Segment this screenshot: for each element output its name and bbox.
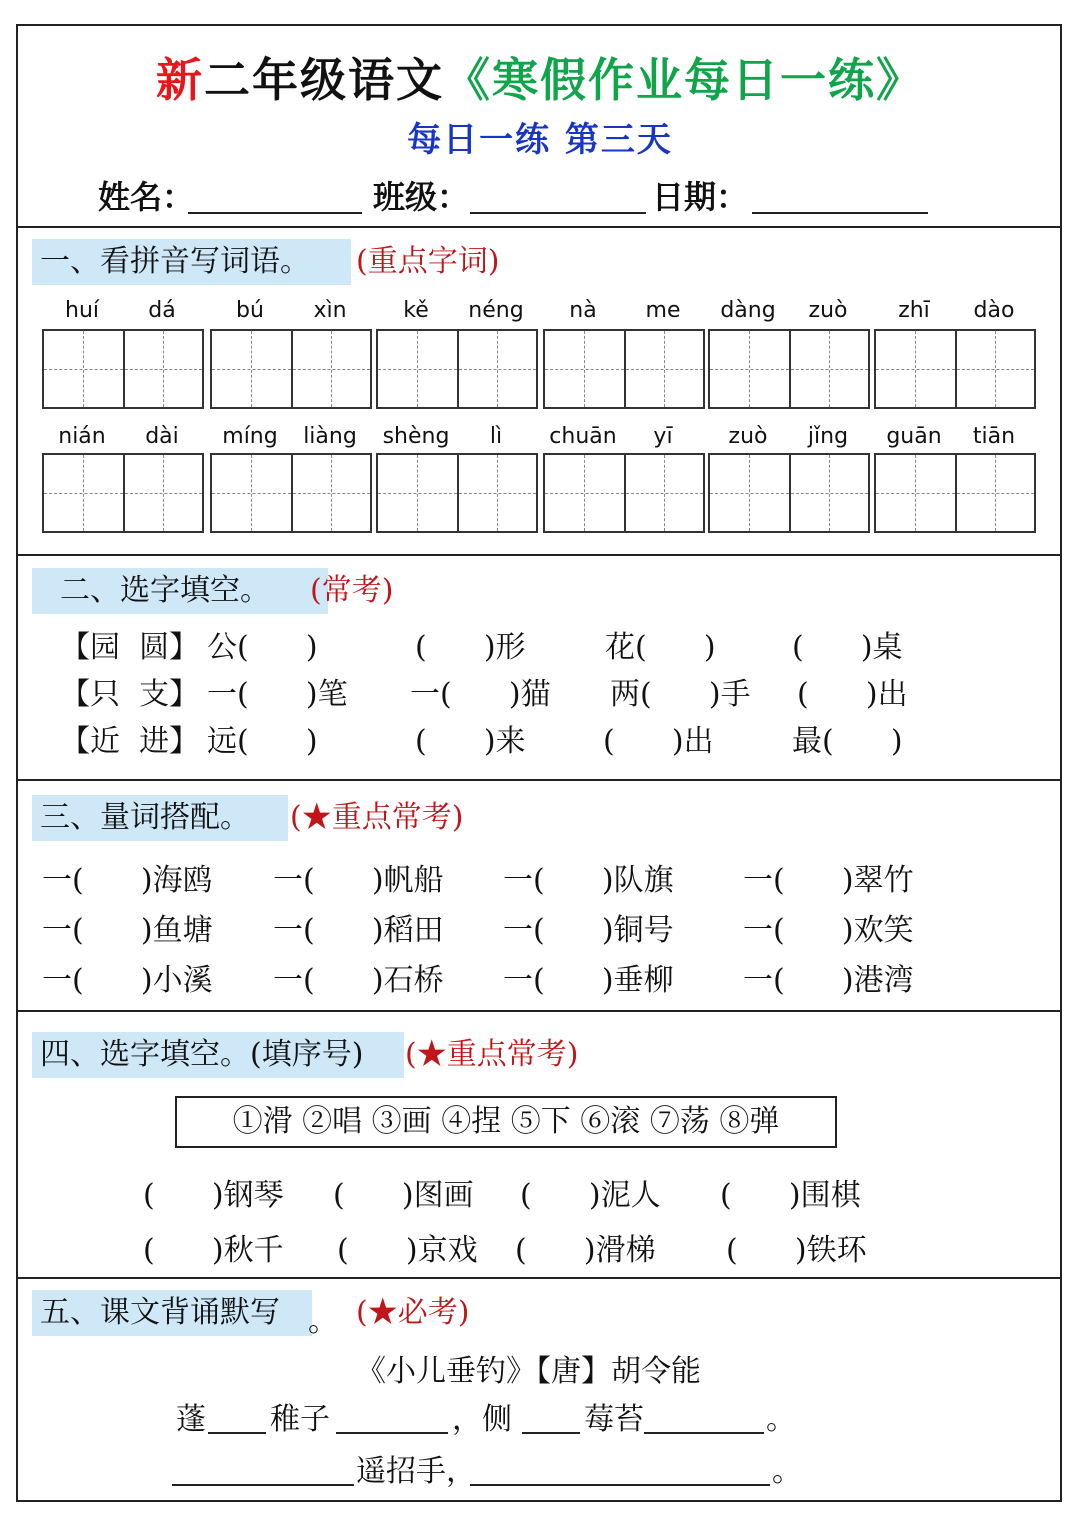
tianzige-grid	[376, 453, 538, 533]
date-label: 日期：	[652, 178, 749, 216]
section5-period: 。	[308, 1304, 338, 1339]
tianzige-grid	[42, 453, 204, 533]
writing-cell[interactable]	[876, 455, 955, 531]
poem-blank[interactable]	[644, 1432, 764, 1434]
tianzige-grid	[543, 453, 705, 533]
pinyin-label: zhī	[898, 298, 930, 323]
poem-blank[interactable]	[470, 1484, 770, 1486]
pinyin-label: zuò	[728, 424, 768, 449]
tianzige-grid	[874, 329, 1036, 409]
class-field[interactable]	[470, 212, 646, 214]
section2-tag: (常考)	[310, 573, 394, 608]
section1-title: 一、看拼音写词语。	[32, 239, 351, 285]
poem-title: 《小儿垂钓》【唐】胡令能	[356, 1354, 701, 1389]
verb-fill-item[interactable]: ( )围棋	[720, 1178, 861, 1213]
poem-line1-seg: 蓬	[176, 1402, 206, 1437]
verb-fill-item[interactable]: ( )滑梯	[515, 1233, 656, 1268]
poem-blank[interactable]	[522, 1432, 580, 1434]
pinyin-label: kě	[403, 298, 429, 323]
tianzige-grid	[874, 453, 1036, 533]
writing-cell[interactable]	[876, 331, 955, 407]
section2-title: 二、选字填空。	[32, 568, 328, 614]
page-subtitle: 每日一练 第三天	[407, 120, 673, 160]
pinyin-label: me	[645, 298, 681, 323]
measure-word-item[interactable]: 一( )小溪	[42, 963, 213, 998]
writing-cell[interactable]	[789, 455, 868, 531]
measure-word-item[interactable]: 一( )稻田	[273, 913, 444, 948]
section1-tag: (重点字词)	[356, 244, 500, 279]
writing-cell[interactable]	[955, 455, 1034, 531]
writing-cell[interactable]	[955, 331, 1034, 407]
s2-item[interactable]: ( )桌	[792, 630, 903, 665]
measure-word-item[interactable]: 一( )垂柳	[503, 963, 674, 998]
measure-word-item[interactable]: 一( )港湾	[743, 963, 914, 998]
s2-item[interactable]: 远( )	[207, 724, 318, 759]
pinyin-label: míng	[222, 424, 278, 449]
poem-blank[interactable]	[208, 1432, 266, 1434]
s2-item[interactable]: 公( )	[207, 630, 318, 665]
poem-blank[interactable]	[336, 1432, 448, 1434]
writing-cell[interactable]	[291, 455, 370, 531]
pinyin-label: zuò	[808, 298, 848, 323]
writing-cell[interactable]	[457, 331, 536, 407]
pinyin-label: jǐng	[807, 424, 849, 449]
divider	[16, 1277, 1062, 1279]
s2-row3-label: 【近 进】	[60, 724, 200, 759]
verb-fill-item[interactable]: ( )泥人	[520, 1178, 661, 1213]
title-grade: 二年级语文	[204, 53, 444, 107]
writing-cell[interactable]	[545, 331, 624, 407]
date-field[interactable]	[752, 212, 928, 214]
name-field[interactable]	[188, 212, 362, 214]
pinyin-label: huí	[65, 298, 99, 323]
measure-word-item[interactable]: 一( )队旗	[503, 863, 674, 898]
verb-fill-item[interactable]: ( )钢琴	[143, 1178, 284, 1213]
tianzige-grid	[210, 453, 372, 533]
tianzige-grid	[708, 329, 870, 409]
section3-title: 三、量词搭配。	[32, 795, 288, 841]
pinyin-label: yī	[653, 424, 673, 449]
measure-word-item[interactable]: 一( )铜号	[503, 913, 674, 948]
writing-cell[interactable]	[457, 455, 536, 531]
writing-cell[interactable]	[123, 455, 202, 531]
pinyin-label: dài	[145, 424, 179, 449]
page-title	[0, 44, 1080, 110]
verb-fill-item[interactable]: ( )图画	[333, 1178, 474, 1213]
s2-item[interactable]: ( )来	[415, 724, 526, 759]
pinyin-label: liàng	[303, 424, 357, 449]
divider	[16, 779, 1062, 781]
measure-word-item[interactable]: 一( )海鸥	[42, 863, 213, 898]
pinyin-label: guān	[886, 424, 942, 449]
divider	[16, 554, 1062, 556]
pinyin-label: nà	[569, 298, 597, 323]
tianzige-grid	[376, 329, 538, 409]
writing-cell[interactable]	[291, 331, 370, 407]
poem-line1-seg: 莓苔	[584, 1402, 644, 1437]
name-label: 姓名：	[98, 178, 195, 216]
section4-title: 四、选字填空。(填序号)	[32, 1032, 404, 1078]
s2-item[interactable]: ( )出	[797, 677, 908, 712]
s2-item[interactable]: 一( )笔	[207, 677, 348, 712]
tianzige-grid	[42, 329, 204, 409]
tianzige-grid	[543, 329, 705, 409]
title-new: 新	[156, 53, 204, 107]
s2-item[interactable]: 两( )手	[610, 677, 751, 712]
pinyin-label: nián	[58, 424, 106, 449]
pinyin-label: dá	[148, 298, 176, 323]
poem-blank[interactable]	[172, 1484, 354, 1486]
tianzige-grid	[210, 329, 372, 409]
writing-cell[interactable]	[710, 455, 789, 531]
writing-cell[interactable]	[378, 455, 457, 531]
choices-box: ①滑 ②唱 ③画 ④捏 ⑤下 ⑥滚 ⑦荡 ⑧弹	[175, 1096, 837, 1148]
s2-row1-label: 【园 圆】	[60, 630, 200, 665]
tianzige-grid	[708, 453, 870, 533]
measure-word-item[interactable]: 一( )帆船	[273, 863, 444, 898]
pinyin-label: tiān	[972, 424, 1016, 449]
writing-cell[interactable]	[545, 455, 624, 531]
s2-item[interactable]: ( )形	[415, 630, 526, 665]
writing-cell[interactable]	[710, 331, 789, 407]
pinyin-label: lì	[489, 424, 503, 449]
section4-tag: (★重点常考)	[405, 1037, 579, 1072]
verb-fill-item[interactable]: ( )京戏	[337, 1233, 478, 1268]
pinyin-label: xìn	[313, 298, 347, 323]
writing-cell[interactable]	[624, 331, 703, 407]
poem-line1-seg: ，侧	[452, 1402, 512, 1437]
pinyin-label: dào	[973, 298, 1015, 323]
pinyin-label: chuān	[549, 424, 617, 449]
class-label: 班级：	[373, 178, 470, 216]
pinyin-label: bú	[236, 298, 264, 323]
s2-item[interactable]: 最( )	[792, 724, 903, 759]
poem-line2-seg: 遥招手，	[356, 1454, 476, 1489]
measure-word-item[interactable]: 一( )鱼塘	[42, 913, 213, 948]
s2-item[interactable]: 花( )	[605, 630, 716, 665]
s2-item[interactable]: ( )出	[603, 724, 714, 759]
section5-tag: (★必考)	[356, 1295, 470, 1330]
writing-cell[interactable]	[378, 331, 457, 407]
title-book: 《寒假作业每日一练》	[444, 53, 924, 107]
pinyin-label: dàng	[720, 298, 776, 323]
verb-fill-item[interactable]: ( )秋千	[143, 1233, 284, 1268]
writing-cell[interactable]	[44, 331, 123, 407]
writing-cell[interactable]	[212, 455, 291, 531]
pinyin-label: shèng	[382, 424, 450, 449]
pinyin-label: néng	[468, 298, 524, 323]
s2-row2-label: 【只 支】	[60, 677, 200, 712]
verb-fill-item[interactable]: ( )铁环	[726, 1233, 867, 1268]
divider	[16, 1010, 1062, 1012]
writing-cell[interactable]	[624, 455, 703, 531]
measure-word-item[interactable]: 一( )翠竹	[743, 863, 914, 898]
section5-title: 五、课文背诵默写	[32, 1290, 312, 1336]
poem-line1-seg: 。	[766, 1402, 796, 1437]
s2-item[interactable]: 一( )猫	[410, 677, 551, 712]
writing-cell[interactable]	[123, 331, 202, 407]
section3-tag: (★重点常考)	[290, 800, 464, 835]
measure-word-item[interactable]: 一( )石桥	[273, 963, 444, 998]
measure-word-item[interactable]: 一( )欢笑	[743, 913, 914, 948]
poem-line2-seg: 。	[772, 1454, 802, 1489]
writing-cell[interactable]	[44, 455, 123, 531]
writing-cell[interactable]	[212, 331, 291, 407]
divider	[16, 226, 1062, 228]
writing-cell[interactable]	[789, 331, 868, 407]
poem-line1-seg: 稚子	[270, 1402, 330, 1437]
